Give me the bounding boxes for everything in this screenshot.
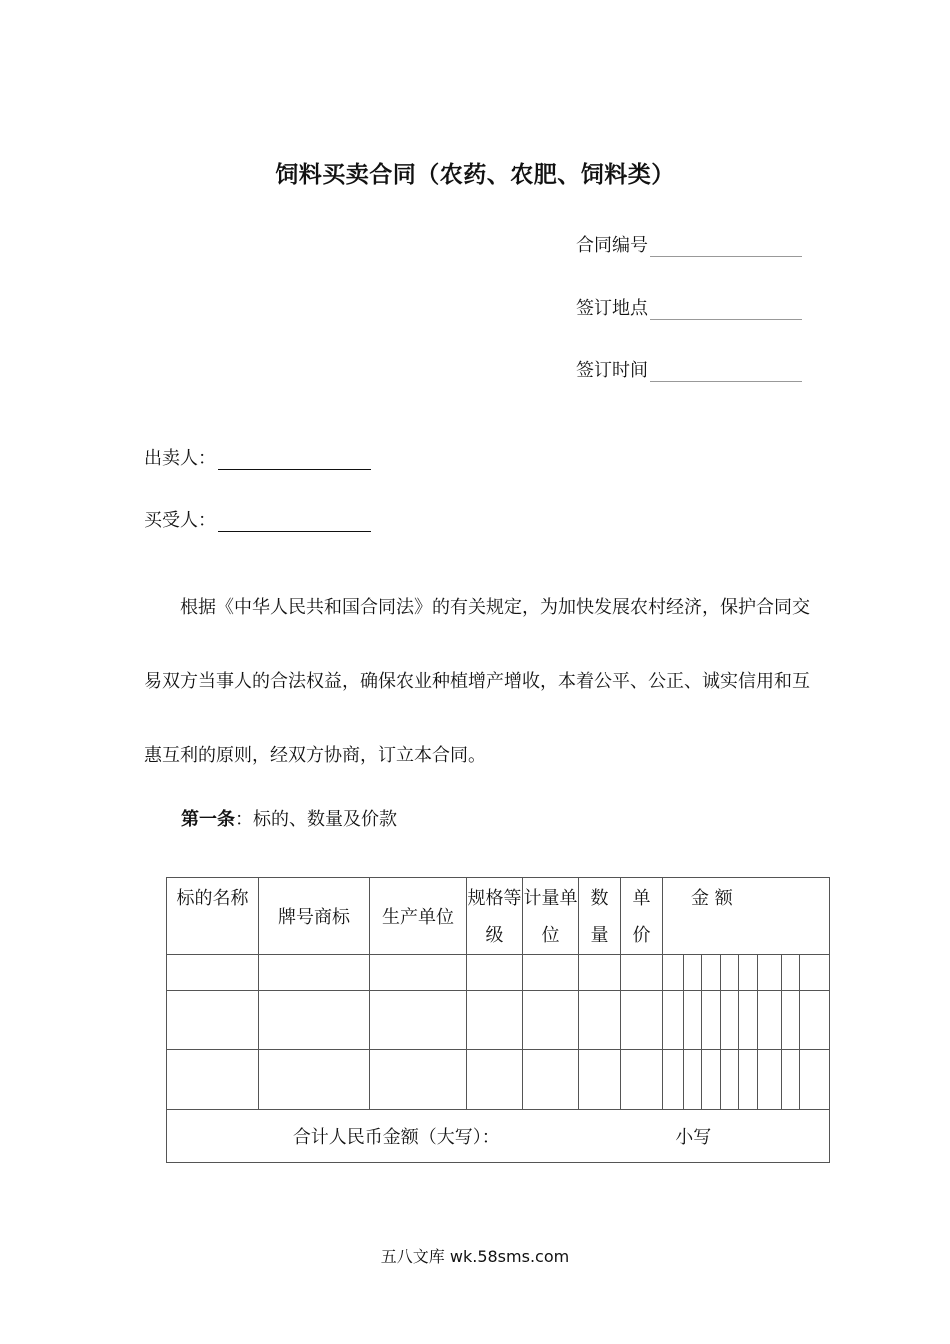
contract-number-field	[576, 231, 802, 257]
intro-text: 根据《中华人民共和国合同法》的有关规定，为加快发展农村经济，保护合同交易双方当事人的合法权益，确保农业种植增产增收，本着公平、公正、诚实信用和互惠互利的原则，经双方协商，订立本合同。	[144, 597, 810, 766]
sign-time-field	[576, 356, 802, 382]
header-producer: 生产单位	[370, 878, 467, 955]
sign-time-blank[interactable]	[650, 363, 802, 382]
buyer-blank[interactable]	[218, 513, 371, 532]
intro-paragraph	[144, 571, 814, 793]
sign-place-label: 签订地点	[576, 298, 648, 319]
buyer-label: 买受人：	[144, 510, 216, 531]
sign-time-label: 签订时间	[576, 360, 648, 381]
contract-number-blank[interactable]	[650, 238, 802, 257]
header-name: 标的名称	[167, 878, 259, 955]
header-unit: 计量单位	[523, 878, 579, 955]
goods-table	[166, 877, 830, 1163]
article-1-heading	[181, 805, 397, 831]
table-row[interactable]	[167, 1050, 830, 1110]
article-1-label: 第一条	[181, 809, 235, 830]
seller-blank[interactable]	[218, 451, 371, 470]
article-1-text: ：标的、数量及价款	[235, 809, 397, 830]
header-price: 单价	[621, 878, 663, 955]
seller-label: 出卖人：	[144, 448, 216, 469]
header-amount: 金 额	[663, 878, 830, 955]
footer-watermark: 五八文库 wk.58sms.com	[380, 1247, 570, 1266]
header-qty: 数量	[579, 878, 621, 955]
buyer-field	[144, 506, 371, 532]
header-brand: 牌号商标	[259, 878, 370, 955]
seller-field	[144, 444, 371, 470]
table-row[interactable]	[167, 991, 830, 1050]
contract-number-label: 合同编号	[576, 235, 648, 256]
table-header-row	[167, 878, 830, 955]
header-spec: 规格等级	[467, 878, 523, 955]
table-row[interactable]	[167, 955, 830, 991]
total-uppercase-label: 合计人民币金额（大写）：	[292, 1127, 500, 1148]
table-total-row	[167, 1110, 830, 1163]
sign-place-field	[576, 294, 802, 320]
total-small-label: 小写	[675, 1127, 712, 1148]
document-title: 饲料买卖合同（农药、农肥、饲料类）	[275, 162, 675, 188]
sign-place-blank[interactable]	[650, 301, 802, 320]
